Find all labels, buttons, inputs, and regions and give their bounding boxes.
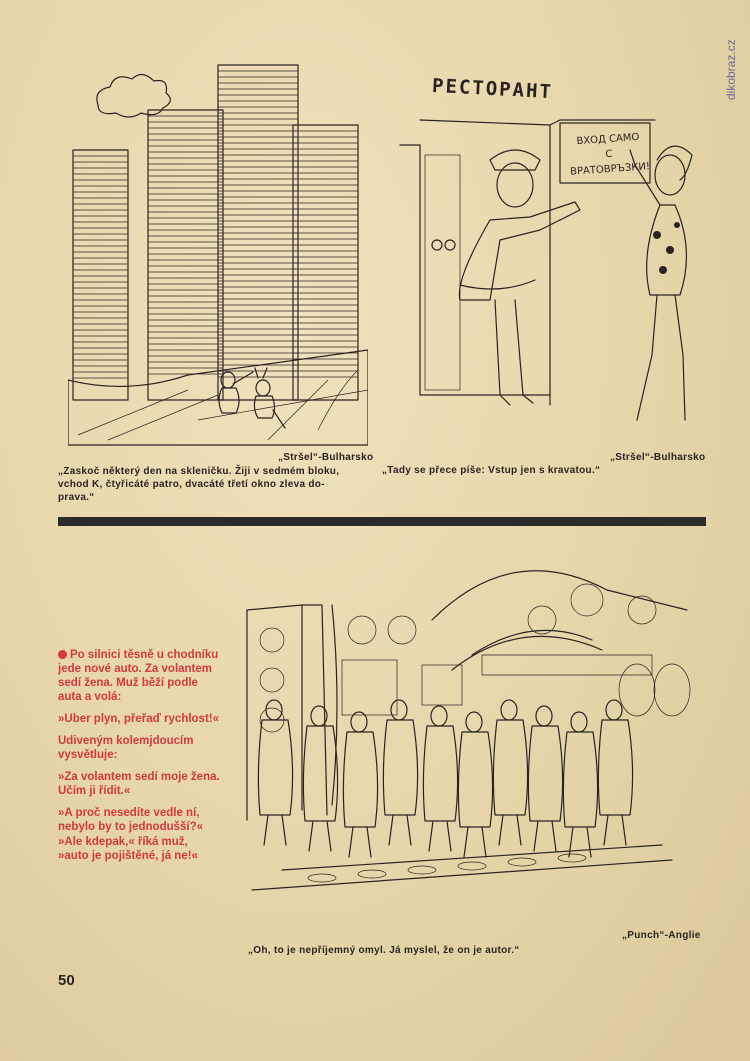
watermark: dikobraz.cz — [724, 39, 738, 100]
cartoon-bottom-credit: „Punch“-Anglie — [622, 930, 701, 941]
joke-sidebar — [58, 648, 220, 871]
cartoon-left-credit: „Stršel“-Bulharsko — [278, 452, 374, 463]
page-number: 50 — [58, 972, 75, 989]
cartoon-skyscrapers-illustration — [68, 50, 368, 450]
cartoon-right-credit: „Stršel“-Bulharsko — [610, 452, 706, 463]
joke-paragraph: »Ale kdepak,« říká muž, »auto je pojištěné, já ne!« — [58, 836, 198, 862]
joke-paragraph: Po silnici těsně u chodníku jede nové auto. Za volantem sedí žena. Muž běží podle auta a volá: — [58, 649, 219, 703]
cartoon-right-caption: „Tady se přece píše: Vstup jen s kravatou.“ — [382, 465, 601, 476]
section-divider — [58, 517, 706, 526]
joke-paragraph: »A proč nesedíte vedle ní, nebylo by to jednodušší?« — [58, 807, 204, 833]
caption-line: prava.“ — [58, 492, 95, 503]
cartoon-restaurant-illustration — [395, 75, 705, 435]
joke-paragraph: »Uber plyn, přeřaď rychlost!« — [58, 713, 220, 725]
caption-line: vchod K, čtyřicáté patro, dvacáté třetí okno zleva do- — [58, 479, 325, 490]
cartoon-bottom-caption: „Oh, to je nepříjemný omyl. Já myslel, že on je autor.“ — [248, 945, 520, 956]
dress-code-notice — [565, 129, 654, 180]
notice-line: ВХОД САМО — [576, 131, 640, 148]
restaurant-sign: РЕСТОРАНТ — [431, 74, 554, 104]
caption-line: „Zaskoč některý den na skleničku. Žiji v sedmém bloku, — [58, 466, 340, 477]
cartoon-left-caption — [58, 465, 378, 504]
joke-paragraph: »Za volantem sedí moje žena. Učím ji řídit.« — [58, 771, 220, 797]
notice-line: С ВРАТОВРЪЗКИ! — [569, 148, 651, 178]
bullet-icon — [58, 650, 67, 659]
cartoon-theatre-illustration — [242, 560, 707, 895]
joke-paragraph: Udiveným kolemjdoucím vysvětluje: — [58, 735, 194, 761]
